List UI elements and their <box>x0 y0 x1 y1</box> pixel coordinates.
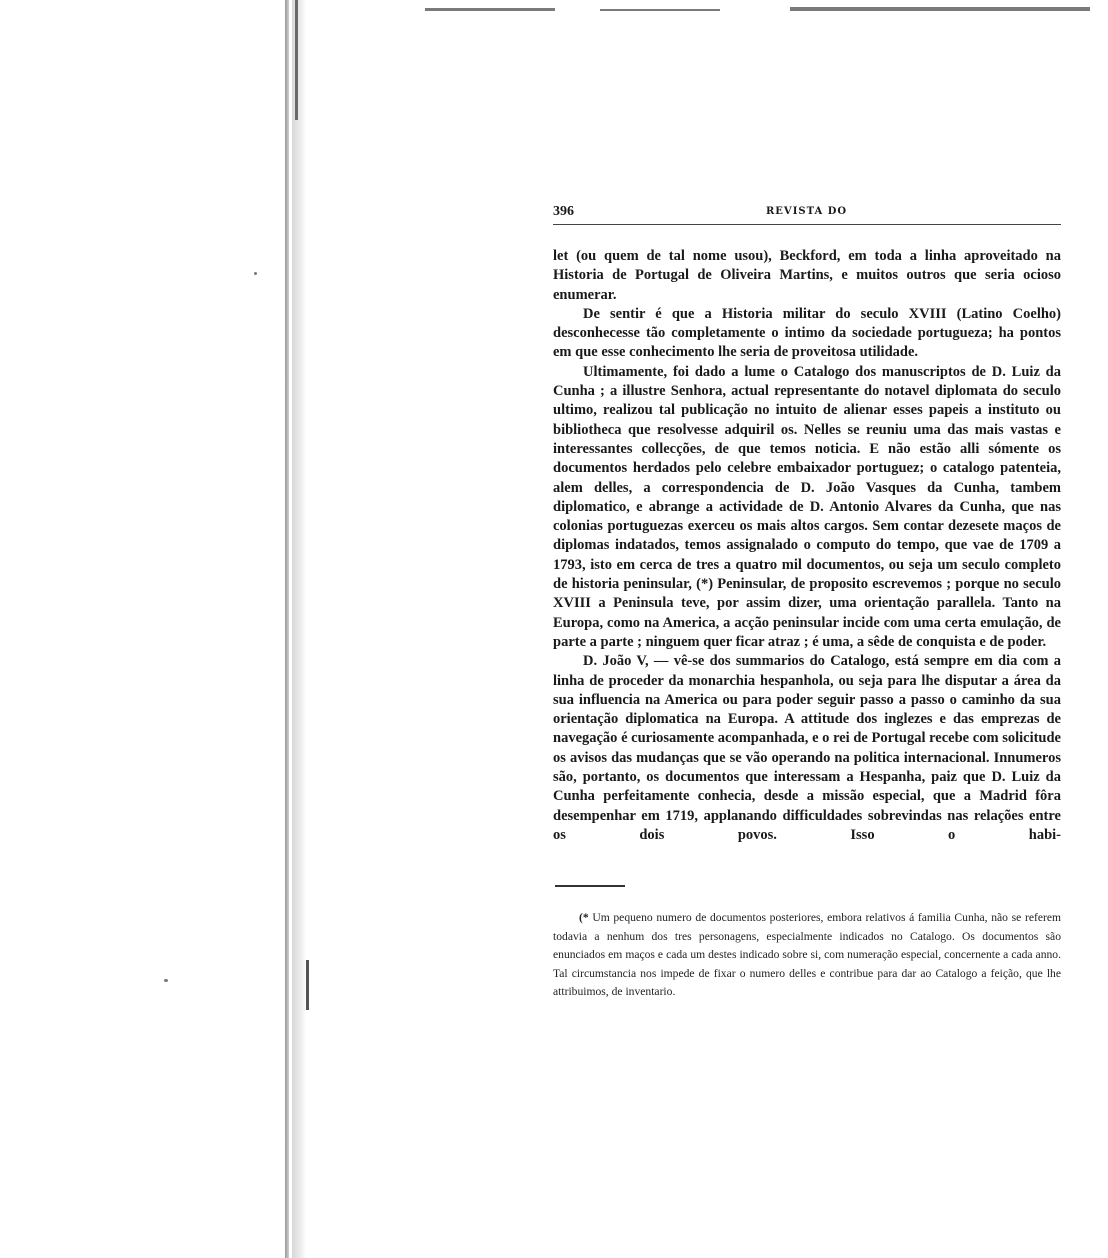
scan-left-margin <box>0 0 282 1258</box>
footnote-rule <box>555 885 625 887</box>
footnote-marker: (* <box>579 911 589 925</box>
running-head <box>553 200 1061 222</box>
paragraph: let (ou quem de tal nome usou), Beckford, em toda a linha aproveitado na Historia de Portugal de Oliveira Martins, e muitos outros que seria ocioso enumerar. <box>553 248 1061 303</box>
body-text <box>553 247 1061 845</box>
scan-streak <box>790 7 1090 11</box>
running-title: REVISTA DO <box>766 206 848 217</box>
header-rule <box>553 224 1061 225</box>
paragraph: De sentir é que a Historia militar do seculo XVIII (Latino Coelho) desconhecesse tão completamente o intimo da sociedade portugueza; ha pontos em que esse conhecimento lhe seria de proveitosa utilidade. <box>553 305 1061 361</box>
scan-streak <box>600 9 720 11</box>
book-page <box>553 200 1061 1002</box>
book-edge-shadow <box>295 0 298 120</box>
page-number: 396 <box>553 204 574 219</box>
scan-speck <box>254 272 257 275</box>
scan-speck <box>164 979 168 982</box>
scan-speck <box>306 960 309 1010</box>
footnote-text: Um pequeno numero de documentos posteriores, embora relativos á familia Cunha, não se referem todavia a nenhum dos tres personagens, especialmente indicados no Catalogo. Os documentos são enunciados em maços e cada um destes indicado sobre si, com numeração especial, concernente a cada anno. Tal circumstancia nos impede de fixar o numero delles e contribue para dar ao Catalogo a feição, que lhe attribuimos, de inventario. <box>553 911 1061 999</box>
paragraph: D. João V, — vê-se dos summarios do Catalogo, está sempre em dia com a linha de proceder da monarchia hespanhola, ou seja para lhe disputar a área da sua influencia na America ou para poder seguir passo a passo o caminho da sua orientação diplomatica na Europa. A attitude dos inglezes e das emprezas de navegação é curiosamente acompanhada, e o rei de Portugal recebe com solicitude os avisos das mudanças que se vão operando na politica internacional. Innumeros são, portanto, os documentos que interessam a Hespanha, paiz que D. Luiz da Cunha perfeitamente conhecia, desde a missão especial, que a Madrid fôra desempenhar em 1719, applanando difficuldades sobrevindas nas relações entre os dois povos. Isso o habi- <box>553 653 1061 843</box>
scan-streak <box>425 8 555 11</box>
paragraph: Ultimamente, foi dado a lume o Catalogo dos manuscriptos de D. Luiz da Cunha ; a illustre Senhora, actual representante do notavel diplomata do seculo ultimo, realizou tal publicação no intuito de alienar esses papeis a instituto ou bibliotheca que resolvesse adquiril os. Nelles se reuniu uma das mais vastas e interessantes collecções, de que temos noticia. E não estão alli sómente os documentos herdados pelo celebre embaixador portuguez; o catalogo patenteia, alem delles, a correspondencia de D. João Vasques da Cunha, tambem diplomatico, e abrange a actividade de D. Antonio Alvares da Cunha, que nas colonias portuguezas exerceu os mais altos cargos. Sem contar dezesete maços de diplomas indatados, temos assignalado o computo do tempo, que vae de 1709 a 1793, isto em cerca de tres a quatro mil documentos, ou seja um seculo completo de historia peninsular, (*) Peninsular, de proposito escrevemos ; porque no seculo XVIII a Peninsula teve, por assim dizer, uma orientação parallela. Tanto na Europa, como na America, a acção peninsular incide com uma certa emulação, de parte a parte ; ninguem quer ficar atraz ; é uma, a sêde de conquista e de poder. <box>553 363 1061 650</box>
footnote <box>553 909 1061 1002</box>
book-gutter-shadow <box>285 0 289 1258</box>
book-gutter-fade <box>292 0 306 1258</box>
